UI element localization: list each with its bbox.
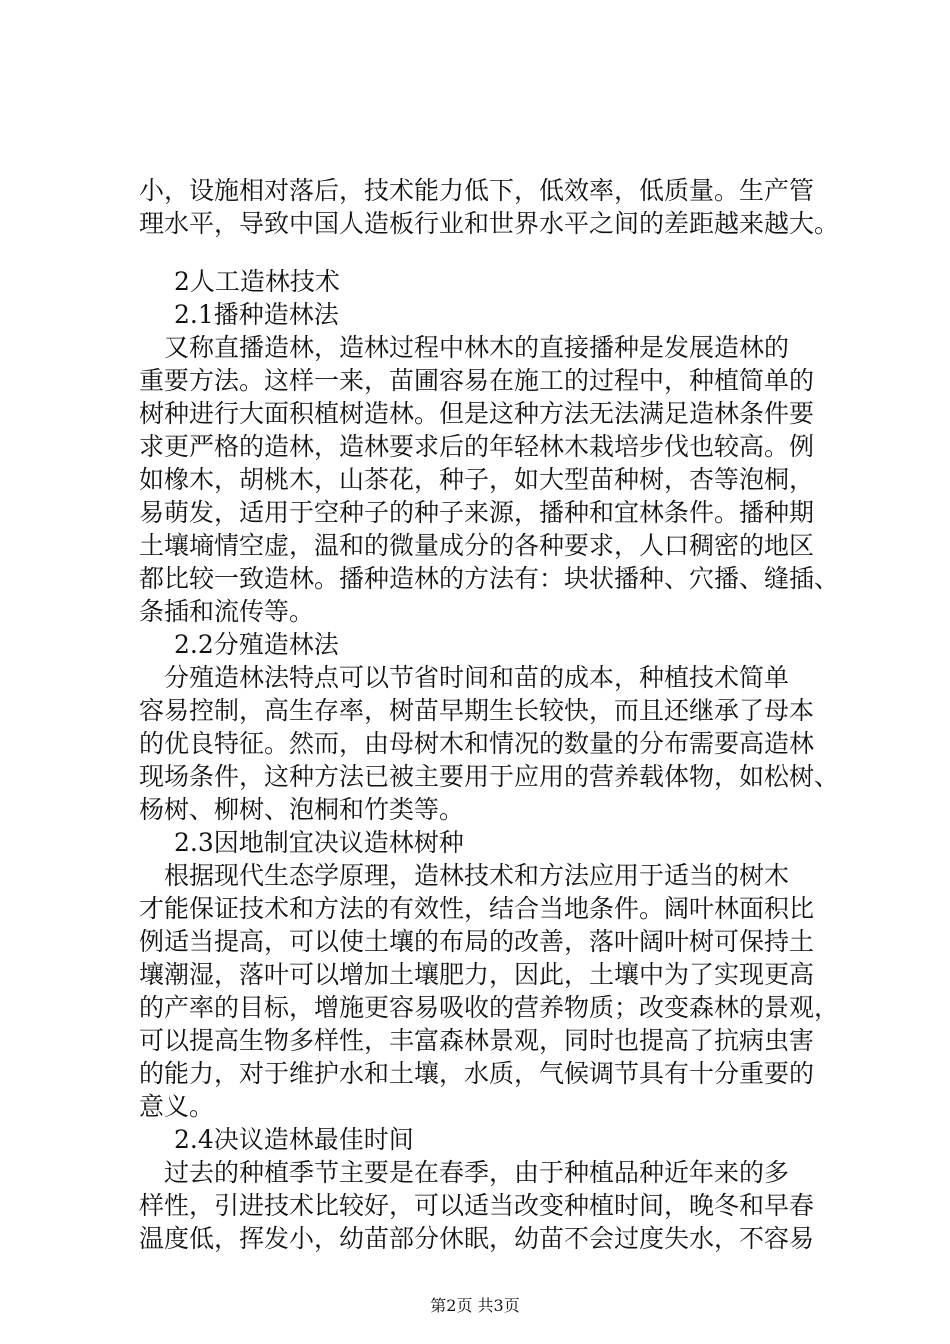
body-text-line: 小，设施相对落后，技术能力低下，低效率，低质量。生产管: [139, 176, 815, 205]
body-text-line: 例适当提高，可以使土壤的布局的改善，落叶阔叶树可保持土: [139, 927, 815, 956]
body-text-line: 求更严格的造林，造林要求后的年轻林木栽培步伐也较高。例: [139, 432, 815, 461]
subsection-heading: 2.2分殖造林法: [174, 630, 339, 659]
body-text-line: 样性，引进技术比较好，可以适当改变种植时间，晚冬和早春: [139, 1191, 815, 1220]
body-text-line: 可以提高生物多样性，丰富森林景观，同时也提高了抗病虫害: [139, 1026, 815, 1055]
body-text-line: 温度低，挥发小，幼苗部分休眠，幼苗不会过度失水，不容易: [139, 1224, 815, 1253]
body-text-line: 如橡木，胡桃木，山茶花，种子，如大型苗种树，杏等泡桐，: [139, 465, 815, 494]
body-text-line: 的产率的目标，增施更容易吸收的营养物质；改变森林的景观，: [139, 993, 840, 1022]
body-text-line: 根据现代生态学原理，造林技术和方法应用于适当的树木: [139, 861, 790, 890]
body-text-line: 的能力，对于维护水和土壤，水质，气候调节具有十分重要的: [139, 1059, 815, 1088]
subsection-heading: 2.4决议造林最佳时间: [174, 1125, 414, 1154]
body-text-line: 分殖造林法特点可以节省时间和苗的成本，种植技术简单: [139, 663, 790, 692]
page-number-footer: 第2页 共3页: [430, 1296, 520, 1315]
subsection-heading: 2.3因地制宜决议造林树种: [174, 828, 464, 857]
body-text-line: 杨树、柳树、泡桐和竹类等。: [139, 795, 465, 824]
body-text-line: 树种进行大面积植树造林。但是这种方法无法满足造林条件要: [139, 399, 815, 428]
body-text-line: 现场条件，这种方法已被主要用于应用的营养载体物，如松树、: [139, 762, 840, 791]
body-text-line: 才能保证技术和方法的有效性，结合当地条件。阔叶林面积比: [139, 894, 815, 923]
section-heading: 2人工造林技术: [174, 267, 340, 296]
body-text-line: 壤潮湿，落叶可以增加土壤肥力，因此，土壤中为了实现更高: [139, 960, 815, 989]
body-text-line: 条插和流传等。: [139, 597, 315, 626]
body-text-line: 又称直播造林，造林过程中林木的直接播种是发展造林的: [139, 333, 790, 362]
subsection-heading: 2.1播种造林法: [174, 300, 339, 329]
body-text-line: 都比较一致造林。播种造林的方法有：块状播种、穴播、缝插、: [139, 564, 840, 593]
body-text-line: 重要方法。这样一来，苗圃容易在施工的过程中，种植简单的: [139, 366, 815, 395]
body-text-line: 的优良特征。然而，由母树木和情况的数量的分布需要高造林: [139, 729, 815, 758]
body-text-line: 土壤墒情空虚，温和的微量成分的各种要求，人口稠密的地区: [139, 531, 815, 560]
body-text-line: 意义。: [139, 1092, 215, 1121]
body-text-line: 过去的种植季节主要是在春季，由于种植品种近年来的多: [139, 1158, 790, 1187]
body-text-line: 易萌发，适用于空种子的种子来源，播种和宜林条件。播种期: [139, 498, 815, 527]
body-text-line: 理水平，导致中国人造板行业和世界水平之间的差距越来越大。: [139, 209, 840, 238]
body-text-line: 容易控制，高生存率，树苗早期生长较快，而且还继承了母本: [139, 696, 815, 725]
